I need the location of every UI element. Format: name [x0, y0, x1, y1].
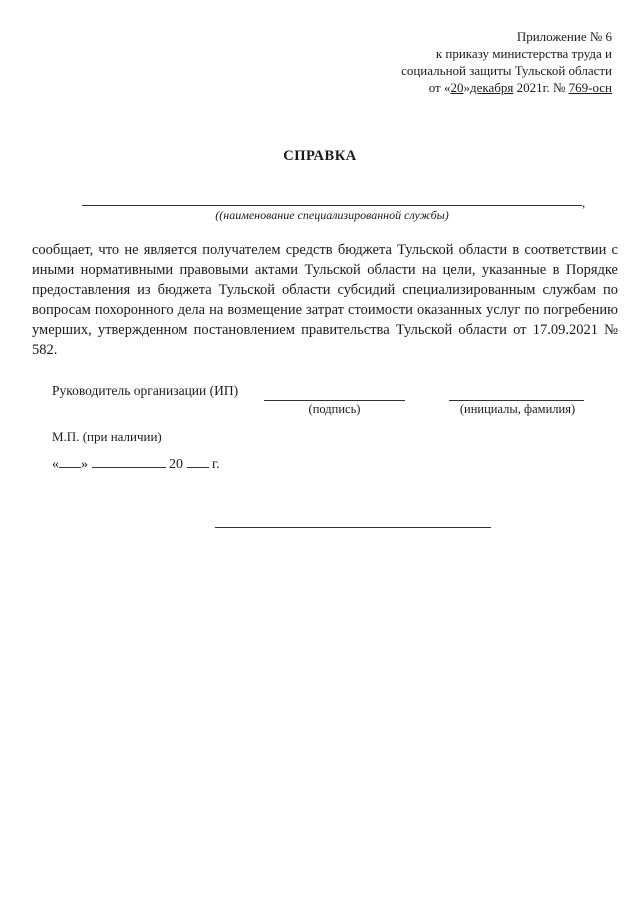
name-blank[interactable] — [449, 400, 584, 401]
month-blank[interactable] — [92, 455, 166, 468]
order-day: 20 — [450, 80, 464, 95]
signature-blank[interactable] — [264, 400, 405, 401]
body-paragraph: сообщает, что не является получателем средств бюджета Тульской области в соответствии с иными нормативными правовыми актами Тульской области на цели, указанные в Порядке предоставления из бюджета Тульской области субсидий специализированным службам по вопросам похоронного дела на возмещение затрат стоимости оказанных услуг по погребению умерших, утвержденном постановлением правительства Тульской области от 17.09.2021 № 582. — [32, 242, 618, 358]
ministry-name-line: социальной защиты Тульской области — [401, 63, 612, 78]
date-row — [52, 455, 220, 473]
document-title: СПРАВКА — [283, 148, 357, 164]
signature-caption: (подпись) — [308, 402, 361, 416]
order-month: декабря — [469, 80, 514, 95]
year-prefix: 20 — [169, 457, 183, 472]
order-reference-line: к приказу министерства труда и — [435, 46, 612, 61]
name-caption: (инициалы, фамилия) — [459, 402, 576, 416]
date-open-quote: « — [52, 457, 59, 472]
date-close-quote: » — [81, 457, 88, 472]
closing-separator — [215, 527, 491, 528]
day-blank[interactable] — [59, 455, 81, 468]
signature-label: Руководитель организации (ИП) — [52, 383, 239, 398]
service-name-blank[interactable] — [82, 205, 582, 206]
service-comma: , — [582, 195, 586, 210]
attachment-number: Приложение № 6 — [516, 29, 612, 44]
date-mid: » — [463, 80, 470, 95]
order-date-line — [292, 79, 612, 96]
year-blank[interactable] — [187, 455, 209, 468]
stamp-label: М.П. (при наличии) — [52, 429, 162, 444]
year-suffix: г. — [212, 457, 220, 472]
date-prefix: от « — [428, 80, 451, 95]
service-name-caption: ((наименование специализированной службы) — [215, 208, 449, 222]
attachment-header — [292, 28, 612, 96]
date-year: 2021г. № — [513, 80, 569, 95]
order-number: 769-осн — [568, 80, 612, 95]
